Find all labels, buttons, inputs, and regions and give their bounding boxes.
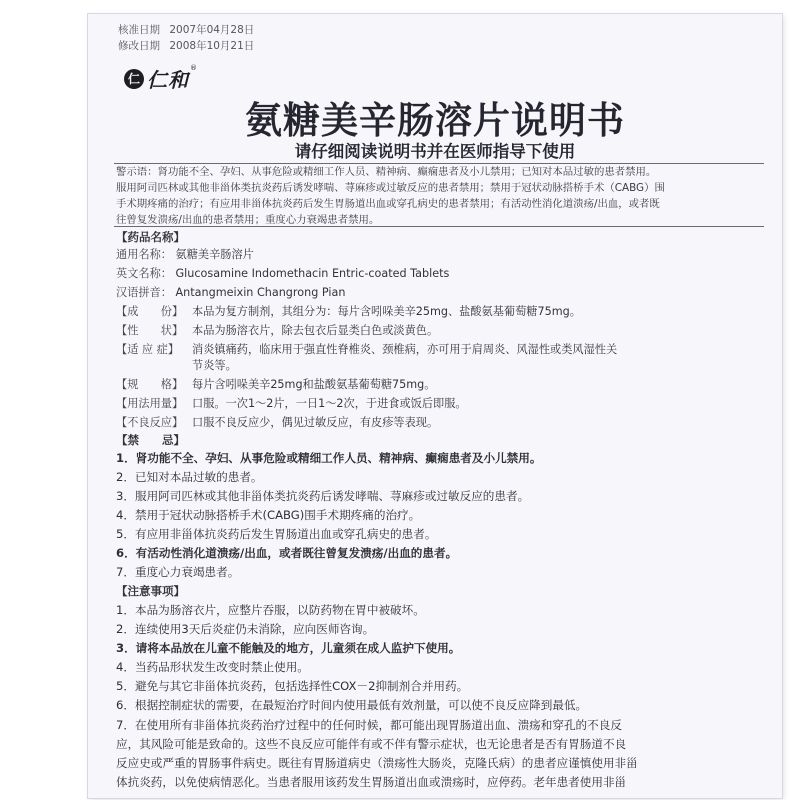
generic-name-row	[116, 246, 756, 263]
warning-line: 手术期疼痛的治疗；有应用非甾体抗炎药后发生胃肠道出血或穿孔病史的患者禁用；有活动性消化道溃疡/出血，或者既	[116, 198, 660, 210]
specification-value: 每片含吲哚美辛25mg和盐酸氨基葡萄糖75mg。	[192, 378, 436, 391]
contraindication-item: 1．肾功能不全、孕妇、从事危险或精细工作人员、精神病、癫痫患者及小儿禁用。	[116, 451, 542, 465]
english-name-row	[116, 265, 756, 282]
english-name-label: 英文名称：	[116, 267, 172, 280]
precaution-7-line: 应，其风险可能是致命的。这些不良反应可能伴有或不伴有警示症状，也无论患者是否有胃肠道不良	[116, 737, 627, 751]
indication-row	[116, 341, 756, 358]
generic-name-value: 氨糖美辛肠溶片	[175, 248, 254, 261]
indication-value: 消炎镇痛药，临床用于强直性脊椎炎、颈椎病，亦可用于肩周炎、风湿性或类风湿性关	[192, 343, 618, 356]
precaution-7-line: 7．在使用所有非甾体抗炎药治疗过程中的任何时候，都可能出现胃肠道出血、溃疡和穿孔的不良反	[116, 718, 622, 732]
document-subtitle: 请仔细阅读说明书并在医师指导下使用	[294, 142, 576, 161]
appearance-label: 【性 状】	[116, 324, 184, 337]
precautions-header: 【注意事项】	[116, 584, 185, 598]
approval-date-label: 核准日期	[118, 24, 160, 36]
precaution-item: 1．本品为肠溶衣片，应整片吞服，以防药物在胃中被破坏。	[116, 603, 425, 617]
adverse-reaction-value: 口服不良反应少，偶见过敏反应，有皮疹等表现。	[192, 416, 439, 429]
precaution-item: 3．请将本品放在儿童不能触及的地方，儿童须在成人监护下使用。	[116, 641, 461, 655]
composition-row	[116, 303, 756, 320]
revision-date-line	[118, 38, 254, 53]
warning-line: 服用阿司匹林或其他非甾体类抗炎药后诱发哮喘、荨麻疹或过敏反应的患者禁用；禁用于冠状动脉搭桥手术（CABG）围	[116, 182, 665, 194]
specification-row	[116, 376, 756, 393]
composition-label: 【成 份】	[116, 305, 184, 318]
indication-row-cont	[116, 357, 756, 374]
warning-box	[116, 164, 764, 228]
generic-name-label: 通用名称：	[116, 248, 172, 261]
contraindication-item: 6．有活动性消化道溃疡/出血，或者既往曾复发溃疡/出血的患者。	[116, 546, 458, 560]
precaution-item-7	[116, 716, 752, 792]
english-name-value: Glucosamine Indomethacin Entric-coated Tablets	[175, 267, 450, 280]
indication-label: 【适 应 症】	[116, 343, 180, 356]
revision-date-label: 修改日期	[118, 40, 160, 52]
specification-label: 【规 格】	[116, 378, 184, 391]
dosage-row	[116, 395, 756, 412]
contraindications-header: 【禁 忌】	[116, 433, 185, 447]
contraindication-item: 3．服用阿司匹林或其他非甾体类抗炎药后诱发哮喘、荨麻疹或过敏反应的患者。	[116, 489, 530, 503]
contraindication-item: 4．禁用于冠状动脉搭桥手术(CABG)围手术期疼痛的治疗。	[116, 508, 421, 522]
contraindication-item: 5．有应用非甾体抗炎药后发生胃肠道出血或穿孔病史的患者。	[116, 527, 437, 541]
dosage-label: 【用法用量】	[116, 397, 184, 410]
contraindication-item: 7．重度心力衰竭患者。	[116, 565, 240, 579]
divider-warning	[114, 226, 764, 227]
precaution-item: 6．根据控制症状的需要，在最短治疗时间内使用最低有效剂量，可以使不良反应降到最低。	[116, 698, 588, 712]
document-title: 氨糖美辛肠溶片说明书	[245, 99, 625, 142]
dosage-value: 口服。一次1～2片，一日1～2次，于进食或饭后即服。	[192, 397, 467, 410]
adverse-reaction-row	[116, 414, 756, 431]
contraindication-item: 2．已知对本品过敏的患者。	[116, 470, 263, 484]
adverse-reaction-label: 【不良反应】	[116, 416, 184, 429]
indication-value-cont: 节炎等。	[192, 359, 237, 372]
composition-value: 本品为复方制剂，其组分为：每片含吲哚美辛25mg、盐酸氨基葡萄糖75mg。	[192, 305, 581, 318]
instruction-sheet	[88, 14, 782, 798]
appearance-value: 本品为肠溶衣片，除去包衣后显类白色或淡黄色。	[192, 324, 439, 337]
precaution-item: 2．连续使用3天后炎症仍未消除，应向医师咨询。	[116, 622, 375, 636]
precaution-7-line: 反应史或严重的胃肠事件病史。既往有胃肠道病史（溃疡性大肠炎，克隆氏病）的患者应谨慎使用非甾	[116, 756, 638, 770]
brand-logo-icon: 仁	[124, 69, 144, 89]
precaution-item: 5．避免与其它非甾体抗炎药，包括选择性COX－2抑制剂合并用药。	[116, 679, 469, 693]
precaution-7-line: 体抗炎药，以免使病情恶化。当患者服用该药发生胃肠道出血或溃疡时，应停药。老年患者使用非甾	[116, 775, 627, 789]
precaution-item: 4．当药品形状发生改变时禁止使用。	[116, 660, 309, 674]
approval-date-line	[118, 22, 254, 37]
revision-date-value: 2008年10月21日	[169, 40, 255, 52]
approval-date-value: 2007年04月28日	[169, 24, 255, 36]
pinyin-name-value: Antangmeixin Changrong Pian	[175, 286, 346, 299]
registered-mark: ®	[190, 64, 197, 72]
pinyin-name-row	[116, 284, 756, 301]
brand-logo	[124, 64, 197, 93]
appearance-row	[116, 322, 756, 339]
pinyin-name-label: 汉语拼音：	[116, 286, 172, 299]
warning-line: 往曾复发溃疡/出血的患者禁用；重度心力衰竭患者禁用。	[116, 214, 380, 226]
brand-name: 仁和	[147, 68, 189, 92]
drug-name-header: 【药品名称】	[116, 230, 185, 244]
warning-line: 警示语：肾功能不全、孕妇、从事危险或精细工作人员、精神病、癫痫患者及小儿禁用；已知对本品过敏的患者禁用。	[116, 166, 657, 178]
